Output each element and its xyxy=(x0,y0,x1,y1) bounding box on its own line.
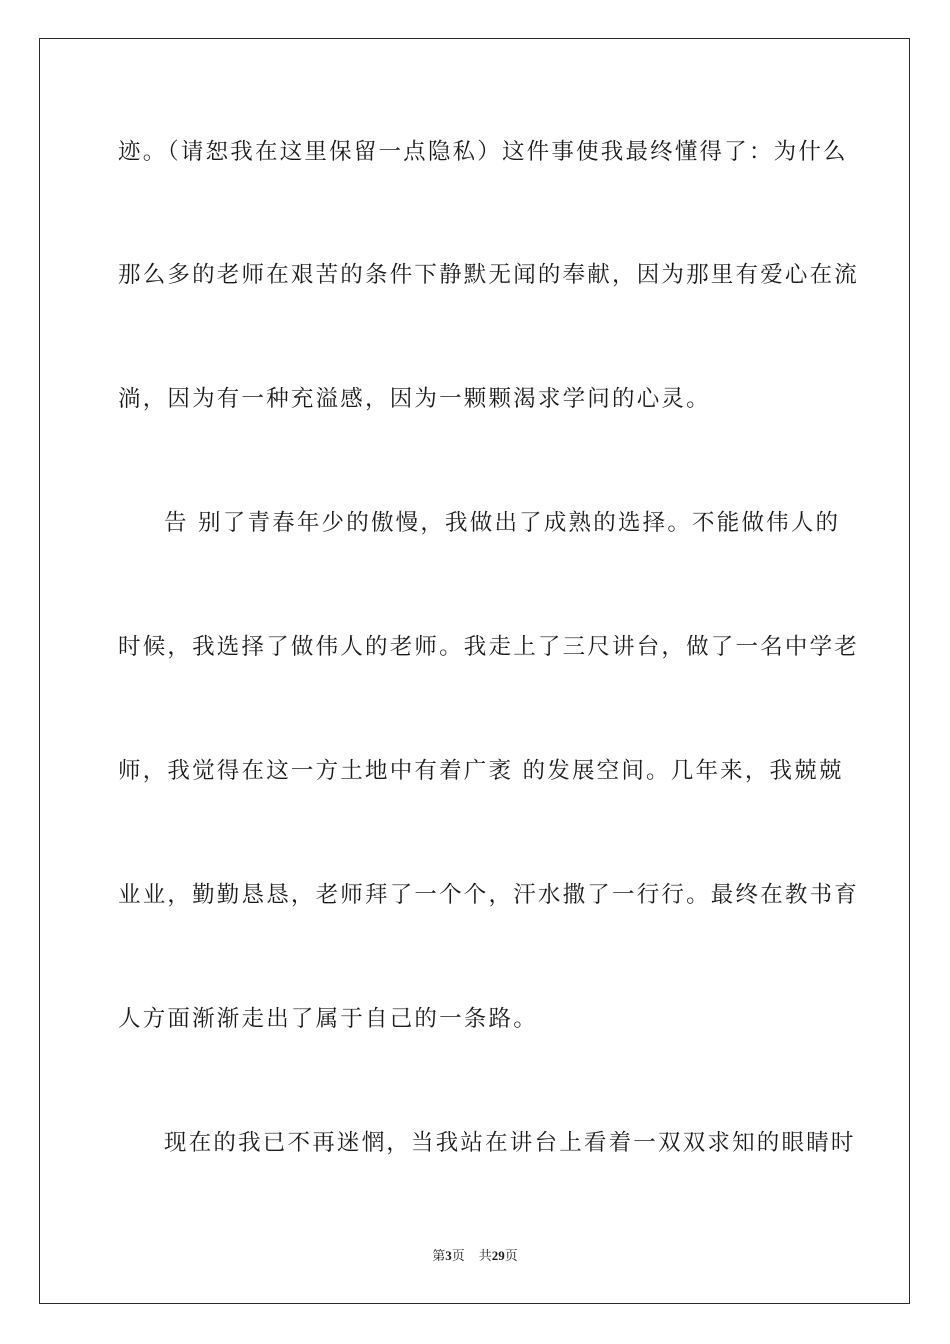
body-line-8: 人方面渐渐走出了属于自己的一条路。 xyxy=(118,1006,538,1032)
footer-total-suffix: 页 xyxy=(504,1248,518,1263)
body-line-1: 迹。（请恕我在这里保留一点隐私）这件事使我最终懂得了：为什么 xyxy=(118,139,848,165)
body-line-4: 告 别了青春年少的傲慢，我做出了成熟的选择。不能做伟人的 xyxy=(164,510,841,536)
body-line-9: 现在的我已不再迷惘，当我站在讲台上看着一双双求知的眼睛时 xyxy=(164,1130,856,1156)
footer-page-suffix: 页 xyxy=(451,1248,465,1263)
body-line-3: 淌，因为有一种充溢感，因为一颗颗渴求学问的心灵。 xyxy=(118,386,711,412)
page-footer xyxy=(0,1248,950,1264)
body-line-5: 时候，我选择了做伟人的老师。我走上了三尺讲台，做了一名中学老 xyxy=(118,634,860,660)
footer-total-pages: 29 xyxy=(491,1248,505,1263)
body-line-6: 师，我觉得在这一方土地中有着广袤 的发展空间。几年来，我兢兢 xyxy=(118,758,844,784)
body-line-2: 那么多的老师在艰苦的条件下静默无闻的奉献，因为那里有爱心在流 xyxy=(118,262,860,288)
footer-page-prefix: 第 xyxy=(432,1248,446,1263)
page-border xyxy=(39,38,910,1304)
footer-page-number: 3 xyxy=(445,1248,452,1263)
footer-total-prefix: 共 xyxy=(478,1248,492,1263)
body-line-7: 业业，勤勤恳恳，老师拜了一个个，汗水撒了一行行。最终在教书育 xyxy=(118,882,860,908)
